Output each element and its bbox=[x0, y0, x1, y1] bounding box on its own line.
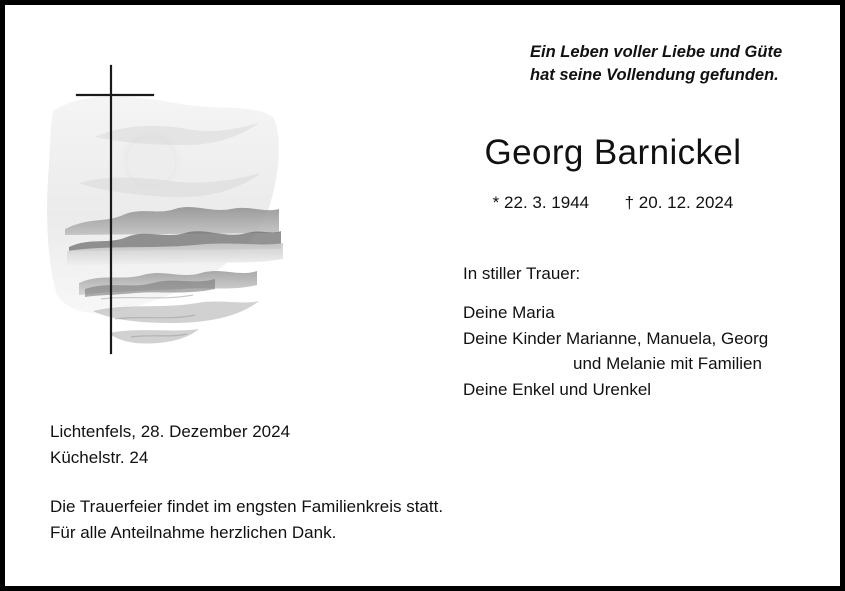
death-symbol: † bbox=[624, 193, 635, 212]
place-date-line: Lichtenfels, 28. Dezember 2024 bbox=[50, 422, 291, 441]
street-line: Küchelstr. 24 bbox=[50, 447, 149, 467]
mourners-block bbox=[463, 261, 823, 403]
obituary-inner bbox=[5, 5, 840, 586]
deceased-name: Georg Barnickel bbox=[484, 133, 742, 172]
motto-line-1: Ein Leben voller Liebe und Güte bbox=[530, 43, 783, 61]
motto-line-2: hat seine Vollendung gefunden. bbox=[530, 66, 779, 85]
closing-line-1: Die Trauerfeier findet im engsten Familienkreis statt. bbox=[50, 497, 444, 516]
motto-text bbox=[530, 41, 830, 88]
mourner-line: Deine Maria bbox=[463, 302, 555, 322]
closing-line-2: Für alle Anteilnahme herzlichen Dank. bbox=[50, 522, 337, 542]
mourner-line: Deine Kinder Marianne, Manuela, Georg bbox=[463, 328, 769, 348]
closing-note bbox=[50, 494, 443, 545]
cross-over-landscape-illustration bbox=[35, 33, 295, 363]
place-and-address bbox=[50, 419, 290, 470]
life-dates bbox=[403, 193, 823, 213]
birth-date: 22. 3. 1944 bbox=[504, 193, 590, 212]
mourner-line: und Melanie mit Familien bbox=[573, 354, 762, 374]
mourners-heading: In stiller Trauer: bbox=[463, 264, 581, 283]
mourner-line: Deine Enkel und Urenkel bbox=[463, 380, 652, 400]
birth-symbol: * bbox=[492, 193, 500, 212]
death-date: 20. 12. 2024 bbox=[638, 193, 734, 212]
